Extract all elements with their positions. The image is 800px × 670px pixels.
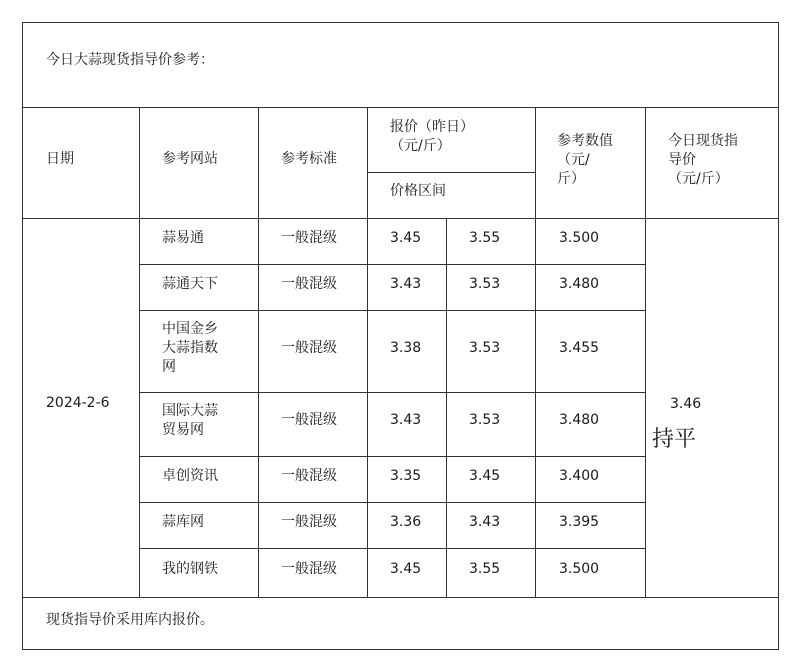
header-range: 价格区间 [390,183,446,199]
low-price-cell: 3.45 [390,561,422,577]
low-price-cell: 3.45 [390,230,422,246]
row-divider [139,392,646,393]
high-price-cell: 3.45 [469,468,501,484]
standard-cell: 一般混级 [281,561,337,577]
header-standard: 参考标准 [281,151,337,167]
col-divider-4 [446,218,447,598]
row-divider [139,456,646,457]
row-divider [139,264,646,265]
header-quote: 报价（昨日） （元/斤） [390,119,474,154]
site-cell: 蒜易通 [162,230,204,246]
guide-price-value: 3.46 [670,396,702,412]
site-cell: 我的钢铁 [162,561,218,577]
high-price-cell: 3.55 [469,230,501,246]
col-divider-5 [535,107,536,598]
site-cell: 蒜库网 [162,514,204,530]
border-top [22,22,779,23]
standard-cell: 一般混级 [281,340,337,356]
standard-cell: 一般混级 [281,276,337,292]
border-right [778,22,779,650]
table-title: 今日大蒜现货指导价参考： [46,52,214,68]
border-left [22,22,23,650]
header-date: 日期 [46,151,74,167]
ref-value-cell: 3.500 [559,230,600,246]
guide-price-trend: 持平 [652,427,697,452]
footer-note: 现货指导价采用库内报价。 [46,612,214,628]
ref-value-cell: 3.400 [559,468,600,484]
low-price-cell: 3.43 [390,412,422,428]
site-cell: 中国金乡 大蒜指数 网 [162,321,218,375]
col-divider-6 [645,107,646,598]
col-divider-3 [367,107,368,598]
low-price-cell: 3.35 [390,468,422,484]
ref-value-cell: 3.395 [559,514,600,530]
date-cell: 2024-2-6 [46,395,110,411]
site-cell: 卓创资讯 [162,468,218,484]
high-price-cell: 3.53 [469,412,501,428]
low-price-cell: 3.36 [390,514,422,530]
header-today-guide: 今日现货指 导价 （元/斤） [668,133,738,187]
row-divider [139,310,646,311]
ref-value-cell: 3.480 [559,276,600,292]
low-price-cell: 3.38 [390,340,422,356]
standard-cell: 一般混级 [281,514,337,530]
price-table [22,22,779,650]
standard-cell: 一般混级 [281,468,337,484]
high-price-cell: 3.53 [469,340,501,356]
high-price-cell: 3.55 [469,561,501,577]
header-site: 参考网站 [162,151,218,167]
border-bottom [22,649,779,650]
high-price-cell: 3.43 [469,514,501,530]
row-divider [139,502,646,503]
footer-divider [22,597,779,598]
quote-subheader-divider [368,172,536,173]
standard-cell: 一般混级 [281,230,337,246]
standard-cell: 一般混级 [281,412,337,428]
ref-value-cell: 3.500 [559,561,600,577]
col-divider-1 [139,107,140,598]
ref-value-cell: 3.480 [559,412,600,428]
col-divider-2 [258,107,259,598]
low-price-cell: 3.43 [390,276,422,292]
ref-value-cell: 3.455 [559,340,600,356]
site-cell: 国际大蒜 贸易网 [162,403,218,438]
site-cell: 蒜通天下 [162,276,218,292]
row-divider [139,548,646,549]
high-price-cell: 3.53 [469,276,501,292]
title-divider [22,107,779,108]
header-ref-value: 参考数值 （元/ 斤） [557,133,613,187]
header-divider [22,218,779,219]
